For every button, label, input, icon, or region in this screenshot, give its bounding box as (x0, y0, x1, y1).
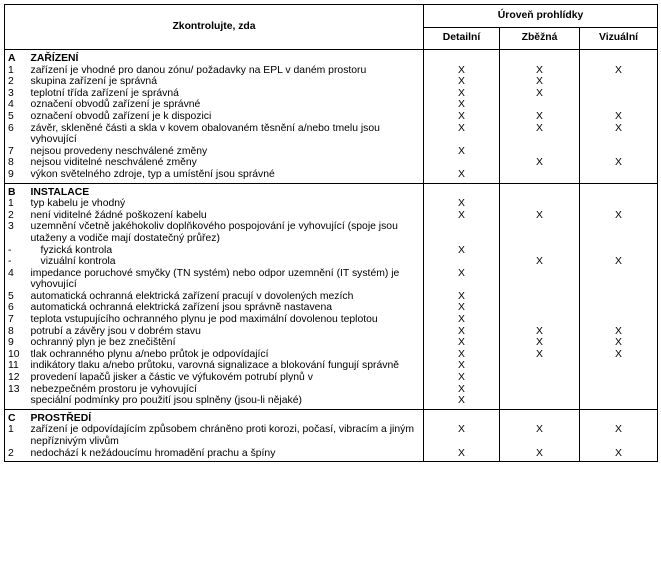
mark-close: X (500, 123, 580, 146)
mark-close: X (500, 349, 580, 361)
mark-close (500, 268, 580, 291)
item-number: 3 (5, 88, 31, 100)
item-text-cell (31, 111, 424, 123)
column-header-close: Zběžná (500, 27, 580, 50)
item-text-cell (31, 157, 424, 169)
checklist-row (5, 360, 658, 372)
mark-visual (580, 99, 658, 111)
check-header: Zkontrolujte, zda (5, 5, 424, 50)
mark-detailed: X (424, 349, 500, 361)
checklist-row (5, 198, 658, 210)
item-text-cell (31, 169, 424, 183)
mark-visual (580, 372, 658, 384)
mark-close: X (500, 256, 580, 268)
inspection-table (4, 4, 658, 462)
column-header-detailed: Detailní (424, 27, 500, 50)
item-text: vizuální kontrola (40, 256, 116, 268)
item-text-cell (31, 99, 424, 111)
sub-item-dash: - (5, 256, 31, 268)
mark-detailed: X (424, 395, 500, 409)
item-text: skupina zařízení je správná (30, 76, 157, 88)
mark-visual: X (580, 157, 658, 169)
mark-visual: X (580, 424, 658, 447)
item-number: 2 (5, 448, 31, 462)
mark-visual (580, 245, 658, 257)
mark-close: X (500, 65, 580, 77)
mark-visual: X (580, 111, 658, 123)
item-text: označení obvodů zařízení je k dispozici (30, 110, 212, 122)
item-text-cell (31, 198, 424, 210)
item-text: nebezpečném prostoru je vyhovující (30, 383, 197, 395)
checklist-row (5, 372, 658, 384)
mark-visual: X (580, 349, 658, 361)
mark-detailed: X (424, 146, 500, 158)
item-text: provedení lapačů jisker a částic ve výfukovém potrubí plynů v (30, 372, 313, 384)
mark-detailed: X (424, 314, 500, 326)
mark-cell (580, 409, 658, 424)
item-text: uzemnění včetně jakéhokoliv doplňkového pospojování je vyhovující (spoje jsou utaženy a vodiče mají dostatečný průřez) (30, 221, 398, 244)
section-header-row (5, 409, 658, 424)
mark-close (500, 99, 580, 111)
item-number: 6 (5, 123, 31, 146)
mark-cell (500, 409, 580, 424)
mark-close (500, 395, 580, 409)
checklist-row (5, 88, 658, 100)
mark-close: X (500, 326, 580, 338)
checklist-row (5, 326, 658, 338)
mark-close (500, 302, 580, 314)
mark-visual: X (580, 210, 658, 222)
mark-close (500, 360, 580, 372)
section-letter: B (5, 183, 31, 198)
mark-close (500, 291, 580, 303)
item-text: nejsou viditelné neschválené změny (30, 157, 197, 169)
item-text-cell (31, 384, 424, 396)
item-number: 3 (5, 221, 31, 244)
sub-item-dash: - (5, 245, 31, 257)
item-text: závěr, skleněné části a skla v kovem obalovaném těsnění a/nebo tmelu jsou vyhovující (30, 122, 380, 146)
mark-visual (580, 384, 658, 396)
item-text-cell (31, 245, 424, 257)
checklist-row (5, 169, 658, 183)
item-number: 12 (5, 372, 31, 384)
mark-detailed (424, 256, 500, 268)
mark-visual: X (580, 448, 658, 462)
item-text-cell (31, 337, 424, 349)
mark-cell (424, 50, 500, 65)
item-text: fyzická kontrola (40, 244, 113, 256)
mark-visual (580, 395, 658, 409)
item-number: 2 (5, 76, 31, 88)
mark-visual (580, 169, 658, 183)
item-number: 9 (5, 169, 31, 183)
item-text-cell (31, 123, 424, 146)
item-text: označení obvodů zařízení je správné (30, 99, 201, 111)
item-text: není viditelné žádné poškození kabelu (30, 209, 207, 221)
mark-visual (580, 302, 658, 314)
item-text-cell (31, 360, 424, 372)
item-text: speciální podmínky pro použití jsou splněny (jsou-li nějaké) (30, 395, 302, 407)
item-text: zařízení je odpovídajícím způsobem chráněno proti korozi, počasí, vibracím a jiným nepříznivým vlivům (30, 424, 414, 447)
inspection-level-header: Úroveň prohlídky (424, 5, 658, 28)
item-text-cell (31, 268, 424, 291)
mark-detailed: X (424, 169, 500, 183)
mark-cell (424, 183, 500, 198)
column-header-visual: Vizuální (580, 27, 658, 50)
item-number: 4 (5, 268, 31, 291)
mark-detailed: X (424, 291, 500, 303)
mark-detailed: X (424, 424, 500, 447)
item-text: automatická ochranná elektrická zařízení jsou správně nastavena (30, 302, 332, 314)
mark-detailed: X (424, 99, 500, 111)
mark-detailed: X (424, 326, 500, 338)
item-text: indikátory tlaku a/nebo průtoku, varovná signalizace a blokování fungují správně (30, 360, 400, 372)
section-header-row (5, 183, 658, 198)
checklist-row (5, 256, 658, 268)
item-text-cell (31, 448, 424, 462)
item-text: typ kabelu je vhodný (30, 198, 126, 210)
mark-visual (580, 360, 658, 372)
checklist-row (5, 146, 658, 158)
mark-close: X (500, 448, 580, 462)
checklist-row (5, 302, 658, 314)
mark-close: X (500, 76, 580, 88)
mark-close: X (500, 157, 580, 169)
item-number: 1 (5, 198, 31, 210)
section-title: INSTALACE (31, 183, 424, 198)
item-number: 1 (5, 65, 31, 77)
mark-close (500, 146, 580, 158)
mark-close (500, 245, 580, 257)
mark-detailed (424, 157, 500, 169)
checklist-row (5, 76, 658, 88)
mark-detailed: X (424, 198, 500, 210)
mark-visual (580, 268, 658, 291)
item-text-cell (31, 314, 424, 326)
mark-detailed: X (424, 76, 500, 88)
mark-cell (424, 409, 500, 424)
mark-detailed: X (424, 210, 500, 222)
checklist-row (5, 395, 658, 409)
item-text: teplota vstupujícího ochranného plynu je pod maximální dovolenou teplotou (30, 314, 378, 326)
item-text-cell (31, 372, 424, 384)
item-text: impedance poruchové smyčky (TN systém) nebo odpor uzemnění (IT systém) je vyhovující (30, 267, 400, 291)
mark-visual (580, 291, 658, 303)
section-header-row (5, 50, 658, 65)
item-text: ochranný plyn je bez znečištění (30, 337, 176, 349)
checklist-row (5, 314, 658, 326)
item-text: nedochází k nežádoucímu hromadění prachu a špíny (30, 447, 276, 459)
item-text-cell (31, 65, 424, 77)
mark-visual: X (580, 326, 658, 338)
item-text: zařízení je vhodné pro danou zónu/ požadavky na EPL v daném prostoru (30, 64, 367, 76)
mark-close (500, 314, 580, 326)
mark-close: X (500, 424, 580, 447)
item-number: 7 (5, 314, 31, 326)
item-text-cell (31, 395, 424, 409)
checklist-row (5, 157, 658, 169)
mark-visual: X (580, 256, 658, 268)
item-text-cell (31, 326, 424, 338)
item-number: 2 (5, 210, 31, 222)
mark-cell (500, 50, 580, 65)
checklist-row (5, 448, 658, 462)
item-number (5, 395, 31, 409)
section-title: PROSTŘEDÍ (31, 409, 424, 424)
mark-detailed: X (424, 65, 500, 77)
section-letter: A (5, 50, 31, 65)
item-number: 9 (5, 337, 31, 349)
mark-close: X (500, 111, 580, 123)
item-number: 8 (5, 326, 31, 338)
item-text-cell (31, 291, 424, 303)
item-text-cell (31, 349, 424, 361)
checklist-row (5, 111, 658, 123)
mark-visual (580, 314, 658, 326)
mark-detailed: X (424, 123, 500, 146)
item-text-cell (31, 146, 424, 158)
mark-detailed: X (424, 302, 500, 314)
mark-detailed: X (424, 337, 500, 349)
mark-close: X (500, 210, 580, 222)
item-text-cell (31, 424, 424, 447)
mark-visual: X (580, 65, 658, 77)
item-number: 13 (5, 384, 31, 396)
item-text-cell (31, 210, 424, 222)
mark-detailed: X (424, 372, 500, 384)
section-title: ZAŘÍZENÍ (31, 50, 424, 65)
item-text: výkon světelného zdroje, typ a umístění jsou správné (30, 168, 275, 180)
item-text-cell (31, 302, 424, 314)
item-text: potrubí a závěry jsou v dobrém stavu (30, 325, 201, 337)
mark-cell (500, 183, 580, 198)
mark-detailed: X (424, 384, 500, 396)
checklist-row (5, 291, 658, 303)
mark-detailed: X (424, 88, 500, 100)
mark-close (500, 221, 580, 244)
mark-detailed (424, 221, 500, 244)
item-text: tlak ochranného plynu a/nebo průtok je odpovídající (30, 348, 269, 360)
mark-close: X (500, 337, 580, 349)
checklist-row (5, 221, 658, 244)
item-text: teplotní třída zařízení je správná (30, 87, 179, 99)
mark-detailed: X (424, 268, 500, 291)
checklist-row (5, 123, 658, 146)
checklist-row (5, 384, 658, 396)
mark-visual: X (580, 337, 658, 349)
mark-cell (580, 50, 658, 65)
item-number: 11 (5, 360, 31, 372)
mark-visual (580, 198, 658, 210)
mark-close (500, 198, 580, 210)
item-number: 6 (5, 302, 31, 314)
item-number: 1 (5, 424, 31, 447)
checklist-row (5, 65, 658, 77)
item-number: 4 (5, 99, 31, 111)
mark-detailed: X (424, 245, 500, 257)
mark-close (500, 384, 580, 396)
mark-visual (580, 76, 658, 88)
checklist-row (5, 337, 658, 349)
section-letter: C (5, 409, 31, 424)
item-text-cell (31, 256, 424, 268)
item-number: 5 (5, 111, 31, 123)
item-number: 5 (5, 291, 31, 303)
mark-visual: X (580, 123, 658, 146)
mark-visual (580, 88, 658, 100)
item-text-cell (31, 88, 424, 100)
mark-close (500, 169, 580, 183)
item-number: 10 (5, 349, 31, 361)
checklist-row (5, 99, 658, 111)
item-number: 8 (5, 157, 31, 169)
checklist-row (5, 268, 658, 291)
mark-close: X (500, 88, 580, 100)
mark-visual (580, 146, 658, 158)
mark-detailed: X (424, 360, 500, 372)
checklist-row (5, 424, 658, 447)
checklist-row (5, 245, 658, 257)
mark-detailed: X (424, 111, 500, 123)
item-text: nejsou provedeny neschválené změny (30, 145, 208, 157)
mark-detailed: X (424, 448, 500, 462)
mark-visual (580, 221, 658, 244)
item-text-cell (31, 76, 424, 88)
checklist-row (5, 210, 658, 222)
inspection-table-body (5, 50, 658, 462)
item-text-cell (31, 221, 424, 244)
mark-close (500, 372, 580, 384)
item-number: 7 (5, 146, 31, 158)
checklist-row (5, 349, 658, 361)
mark-cell (580, 183, 658, 198)
item-text: automatická ochranná elektrická zařízení pracují v dovolených mezích (30, 290, 354, 302)
